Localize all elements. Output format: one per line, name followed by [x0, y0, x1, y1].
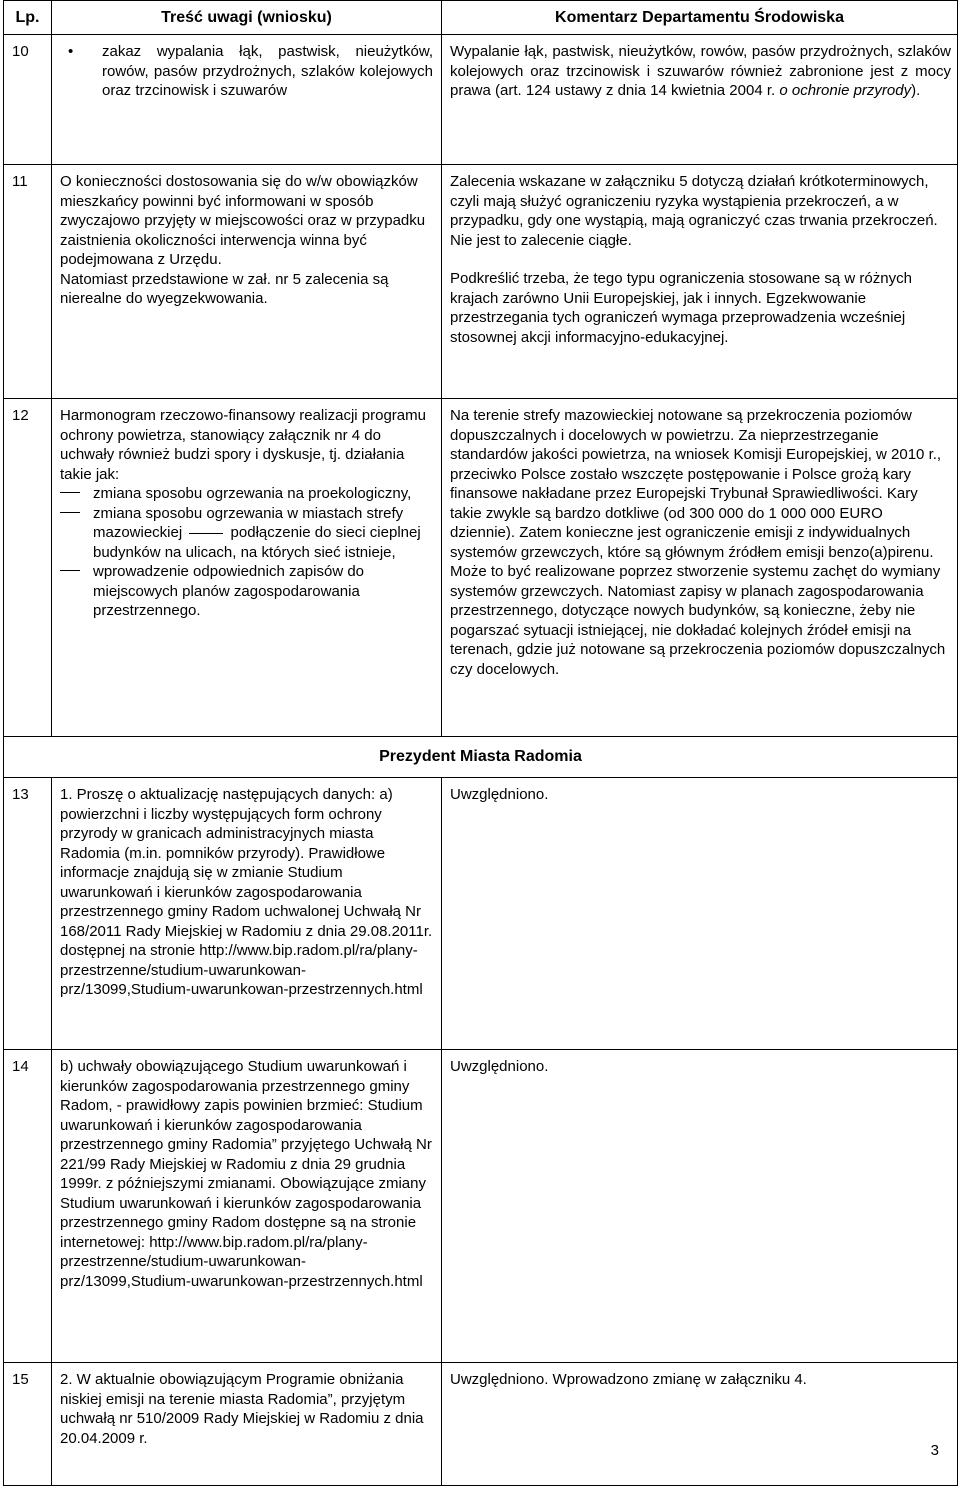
comment-text: Harmonogram rzeczowo-finansowy realizacji programu ochrony powietrza, stanowiący załącznik nr 4 do uchwały również budzi spory i dyskusje, tj. działania takie jak: — [60, 407, 426, 483]
list-item — [60, 484, 433, 504]
header-comment: Treść uwagi (wniosku) — [52, 1, 442, 35]
remarks-table — [3, 0, 958, 1486]
list-item-text: zmiana sposobu ogrzewania na proekologiczny, — [93, 485, 412, 502]
comment-text: zakaz wypalania łąk, pastwisk, nieużytków, rowów, pasów przydrożnych, szlaków kolejowych oraz trzcinowisk i szuwarów — [102, 43, 433, 99]
comment-text: O konieczności dostosowania się do w/w obowiązków mieszkańcy powinni być informowani w sposób zwyczajowo przyjęty w miejscowości oraz w przypadku zaistnienia okoliczności interwencja winna być podejmowana z Urzędu. — [60, 173, 426, 268]
response-cell — [442, 35, 958, 165]
response-cell — [442, 165, 958, 399]
response-text: Wypalanie łąk, pastwisk, nieużytków, rowów, pasów przydrożnych, szlaków kolejowych oraz trzcinowisk i szuwarów również zabronione jest z mocy prawa (art. 124 ustawy z dnia 14 kwietnia 2004 r. — [450, 43, 951, 99]
section-heading-row — [4, 737, 958, 778]
comment-cell — [52, 399, 442, 737]
table-row — [4, 165, 958, 399]
list-item-text — [93, 504, 433, 563]
list-item — [60, 562, 433, 621]
comment-cell: 1. Proszę o aktualizację następujących danych: a) powierzchni i liczby występujących form ochrony przyrody w granicach administracyjnych miasta Radomia (m.in. pomników przyrody). Prawidłowe informacje znajdują się w zmianie Studium uwarunkowań i kierunków zagospodarowania przestrzennego gminy Radom uchwalonej Uchwałą Nr 168/2011 Rady Miejskiej w Radomiu z dnia 29.08.2011r. dostępnej na stronie http://www.bip.radom.pl/ra/plany-przestrzenne/studium-uwarunkowan-prz/13099,Studium-uwarunkowan-przestrzennych.html — [52, 778, 442, 1050]
dash-icon — [60, 562, 93, 621]
dash-icon — [60, 504, 93, 563]
comment-cell — [52, 35, 442, 165]
response-cell: Uwzględniono. — [442, 778, 958, 1050]
response-cell: Uwzględniono. — [442, 1050, 958, 1363]
page-number: 3 — [930, 1442, 939, 1459]
row-number: 13 — [4, 778, 52, 1050]
response-cell: Uwzględniono. Wprowadzono zmianę w załączniku 4. — [442, 1363, 958, 1486]
row-number: 10 — [4, 35, 52, 165]
comment-text-2: Natomiast przedstawione w zał. nr 5 zalecenia są nierealne do wyegzekwowania. — [60, 270, 389, 307]
list-item — [60, 504, 433, 563]
comment-cell — [52, 165, 442, 399]
response-cell: Na terenie strefy mazowieckiej notowane są przekroczenia poziomów dopuszczalnych i docelowych w powietrzu. Za nieprzestrzeganie standardów jakości powietrza, na wniosek Komisji Europejskiej, w 2010 r., przeciwko Polsce zostało wszczęte postępowanie i Polsce grożą kary finansowe nakładane przez Europejski Trybunał Sprawiedliwości. Kary takie zwykle są bardzo dotkliwe (od 300 000 do 1 000 000 EURO dziennie). Zatem konieczne jest ograniczenie emisji z indywidualnych systemów grzewczych, które są głównym źródłem emisji benzo(a)pirenu. Może to być realizowane poprzez stworzenie systemu zachęt do wymiany systemów grzewczych. Natomiast zapisy w planach zagospodarowania przestrzennego, dotyczące nowych budynków, są konieczne, żeby nie pogarszać sytuacji istniejącej, nie dokładać kolejnych źródeł emisji na terenach, gdzie już notowane są przekroczenia poziomów dopuszczalnych czy docelowych. — [442, 399, 958, 737]
list-item-text-b: podłączenie do sieci cieplnej budynków na ulicach, na których sieć istnieje, — [93, 524, 421, 561]
dash-icon — [60, 484, 93, 504]
row-number: 12 — [4, 399, 52, 737]
table-row — [4, 399, 958, 737]
header-lp: Lp. — [4, 1, 52, 35]
response-paragraph: Zalecenia wskazane w załączniku 5 dotyczą działań krótkoterminowych, czyli mają służyć ograniczeniu ryzyka wystąpienia przekroczeń, a w przypadku, gdy one wystąpią, mają ograniczyć czas trwania przekroczeń. Nie jest to zalecenie ciągłe. — [450, 173, 938, 249]
table-row — [4, 35, 958, 165]
row-number: 14 — [4, 1050, 52, 1363]
row-number: 11 — [4, 165, 52, 399]
bullet-icon: • — [68, 43, 74, 60]
table-row — [4, 1050, 958, 1363]
comment-cell: b) uchwały obowiązującego Studium uwarunkowań i kierunków zagospodarowania przestrzennego gminy Radom, - prawidłowy zapis powinien brzmieć: Studium uwarunkowań i kierunków zagospodarowania przestrzennego gminy Radomia” przyjętego Uchwałą Nr 221/99 Rady Miejskiej w Radomiu z dnia 29 grudnia 1999r. z późniejszymi zmianami. Obowiązujące zmiany Studium uwarunkowań i kierunków zagospodarowania przestrzennego gminy Radom dostępne są na stronie internetowej: http://www.bip.radom.pl/ra/plany-przestrzenne/studium-uwarunkowan-prz/13099,Studium-uwarunkowan-przestrzennych.html — [52, 1050, 442, 1363]
table-header — [4, 1, 958, 35]
list-item-text-a: zmiana sposobu ogrzewania w miastach strefy mazowieckiej — [93, 504, 404, 541]
header-response: Komentarz Departamentu Środowiska — [442, 1, 958, 35]
table-row — [4, 778, 958, 1050]
row-number: 15 — [4, 1363, 52, 1486]
list-item-text: wprowadzenie odpowiednich zapisów do miejscowych planów zagospodarowania przestrzennego. — [93, 563, 365, 619]
act-title: o ochronie przyrody — [779, 82, 912, 99]
em-dash-icon — [189, 533, 223, 534]
table-row — [4, 1363, 958, 1486]
comment-cell: 2. W aktualnie obowiązującym Programie obniżania niskiej emisji na terenie miasta Radomia”, przyjętym uchwałą nr 510/2009 Rady Miejskiej w Radomiu z dnia 20.04.2009 r. — [52, 1363, 442, 1486]
response-end: ). — [911, 82, 921, 99]
response-paragraph: Podkreślić trzeba, że tego typu ograniczenia stosowane są w różnych krajach zarówno Unii Europejskiej, jak i innych. Egzekwowanie przestrzegania tych ograniczeń wymaga przeprowadzenia wcześniej stosownej akcji informacyjno-edukacyjnej. — [450, 270, 912, 346]
section-heading: Prezydent Miasta Radomia — [4, 737, 958, 778]
